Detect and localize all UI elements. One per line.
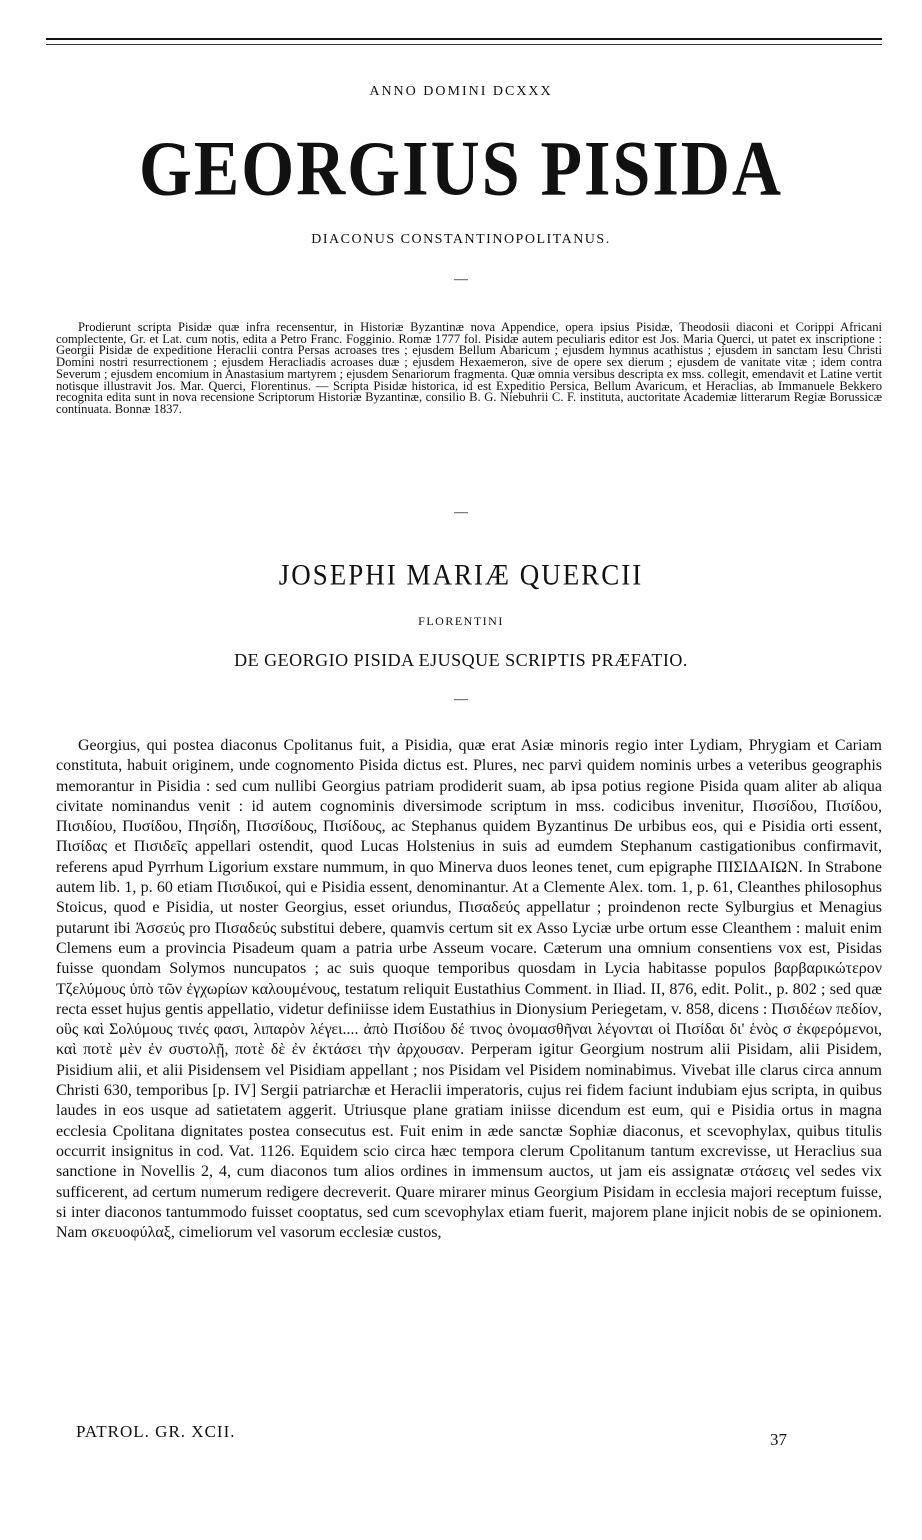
anno-line: ANNO DOMINI DCXXX [369,84,553,99]
section-prefatio: DE GEORGIO PISIDA EJUSQUE SCRIPTIS PRÆFATIO. [234,650,688,670]
intro-paragraph: Prodierunt scripta Pisidæ quæ infra recensentur, in Historiæ Byzantinæ nova Appendice, opera ipsius Pisidæ, Theodosii diaconi et Corippi Africani complectente, Gr. et Lat. cum notis, edita a Petro Franc. Fogginio. Romæ 1777 fol. Pisidæ autem peculiaris editor est Jos. Maria Querci, ut patet ex inscriptione : Georgii Pisidæ de expeditione Heraclii contra Persas acroases tres ; ejusdem Bellum Abaricum ; ejusdem hymnus acathistus ; ejusdem in sanctam Iesu Christi Domini nostri resurrectionem ; ejusdem Heracliadis acroases duæ ; ejusdem Hexaemeron, sive de opere sex dierum ; ejusdem de vanitate vitæ ; idem contra Severum ; ejusdem encomium in Anastasium martyrem ; ejusdem Senariorum fragmenta. Quæ omnia versibus descripta ex mss. collegit, emendavit et Latine vertit notisque illustravit Jos. Mar. Querci, Florentinus. — Scripta Pisidæ historica, id est Expeditio Persica, Bellum Avaricum, et Heraclias, ab Immanuele Bekkero recognita edita sunt in nova recensione Scriptorum Historiæ Byzantinæ, consilio B. G. Niebuhrii C. F. instituta, auctoritate Academiæ litterarum Regiæ Borussicæ continuata. Bonnæ 1837. [56,320,882,416]
page-title: GEORGIUS PISIDA [138,124,784,212]
section-heading: JOSEPHI MARIÆ QUERCII [278,558,644,591]
page-number: 37 [770,1430,787,1449]
page-subtitle: DIACONUS CONSTANTINOPOLITANUS. [311,232,611,247]
main-text-block [56,736,882,1243]
separator-dash: — [454,692,468,707]
top-rule [46,38,882,45]
intro-paragraph-block [56,322,882,416]
separator-dash: — [454,272,468,287]
separator-dash: — [454,505,468,520]
footer-series: PATROL. GR. XCII. [76,1422,236,1441]
section-subheading: FLORENTINI [418,614,504,628]
main-paragraph: Georgius, qui postea diaconus Cpolitanus fuit, a Pisidia, quæ erat Asiæ minoris regio inter Lydiam, Phrygiam et Cariam constituta, habuit originem, unde cognomento Pisida dictus est. Plures, nec parvi quidem nominis urbes a veteribus geographis memorantur in Pisidia : sed cum nullibi Georgius patriam prodiderit suam, ab ipsa potius regione Pisida quam aliter ab aliqua civitate nominandus venit : id autem cognominis diversimode scriptum in mss. codicibus invenitur, Πισσίδου, Πισίδου, Πισιδίου, Πυσίδου, Πησίδη, Πισσίδους, Πισίδους, ac Stephanus quidem Byzantinus De urbibus eos, qui e Pisidia orti essent, Πισίδας et Πισιδεῖς appellari ostendit, quod Lucas Holstenius in suis ad eumdem Stephanum castigationibus confirmavit, referens apud Pyrrhum Ligorium exstare nummum, in quo Minerva duos leones tenet, cum epigraphe ΠΙΣΙΔΑΙΩΝ. In Strabone autem lib. 1, p. 60 etiam Πισιδικοί, qui e Pisidia essent, denominantur. At a Clemente Alex. tom. 1, p. 61, Cleanthes philosophus Stoicus, quod e Pisidia, ut noster Georgius, esset oriundus, Πισαδεύς appellatur ; proindenon recte Sylburgius et Menagius putarunt ibi Ἀσσεύς pro Πισαδεύς substitui debere, quamvis certum sit ex Asso Lyciæ urbe ortum esse Cleanthem : maluit enim Clemens eum a provincia Pisadeum quam a patria urbe Asseum vocare. Cæterum una omnium consentiens vox est, Pisidas fuisse quondam Solymos nuncupatos ; ac suis quoque temporibus quosdam in Lycia habitasse populos βαρβαρικώτερον Τζελύμους ὑπὸ τῶν ἐγχωρίων καλουμένους, testatum reliquit Eustathius Comment. in Iliad. II, 876, edit. Polit., p. 802 ; sed quæ recta esset hujus gentis appellatio, videtur definiisse idem Eustathius in Dionysium Periegetam, v. 858, dicens : Πισιδέων πεδίον, οὓς καὶ Σολύμους τινές φασι, λιπαρὸν λέγει.... ἀπὸ Πισίδου δέ τινος ὀνομασθῆναι λέγονται οἱ Πισίδαι δι' ἑνὸς σ ἐκφερόμενοι, καὶ ποτὲ μὲν ἐν συστολῇ, ποτὲ δὲ ἐν ἐκτάσει τὴν ἀρχουσαν. Perperam igitur Georgium nostrum alii Pisidam, alii Pisidem, Pisidium alii, et alii Pisidensem vel Pisidiam appellant ; nos Pisidam vel Pisidem nominabimus. Vivebat ille clarus circa annum Christi 630, temporibus [p. IV] Sergii patriarchæ et Heraclii imperatoris, cujus rei fidem faciunt indubiam ejus scripta, in quibus laudes in eos usque ad satietatem aggerit. Utriusque plane gratiam iniisse dicendum est eum, qui e Pisidia ortus in magna ecclesia Cpolitana dignitates postea consecutus est. Fuit enim in æde sanctæ Sophiæ diaconus, et scevophylax, quibus titulis occurrit insignitus in cod. Vat. 1126. Equidem scio circa hæc tempora clerum Cpolitanum tantum excrevisse, ut Heraclius sua sanctione in Novellis 2, 4, cum diaconos tum alios ordines in immensum auctos, ut jam eis assignatæ στάσεις vel sedes vix sufficerent, ad certum numerum redigere decreverit. Quare mirarer minus Georgium Pisidam in ecclesia majori receptum fuisse, si inter diaconos tantummodo fuisset cooptatus, sed cum scevophylax etiam fuerit, majorem plane injicit nobis de se opinionem. Nam σκευοφύλαξ, cimeliorum vel vasorum ecclesiæ custos, [56,737,882,1242]
